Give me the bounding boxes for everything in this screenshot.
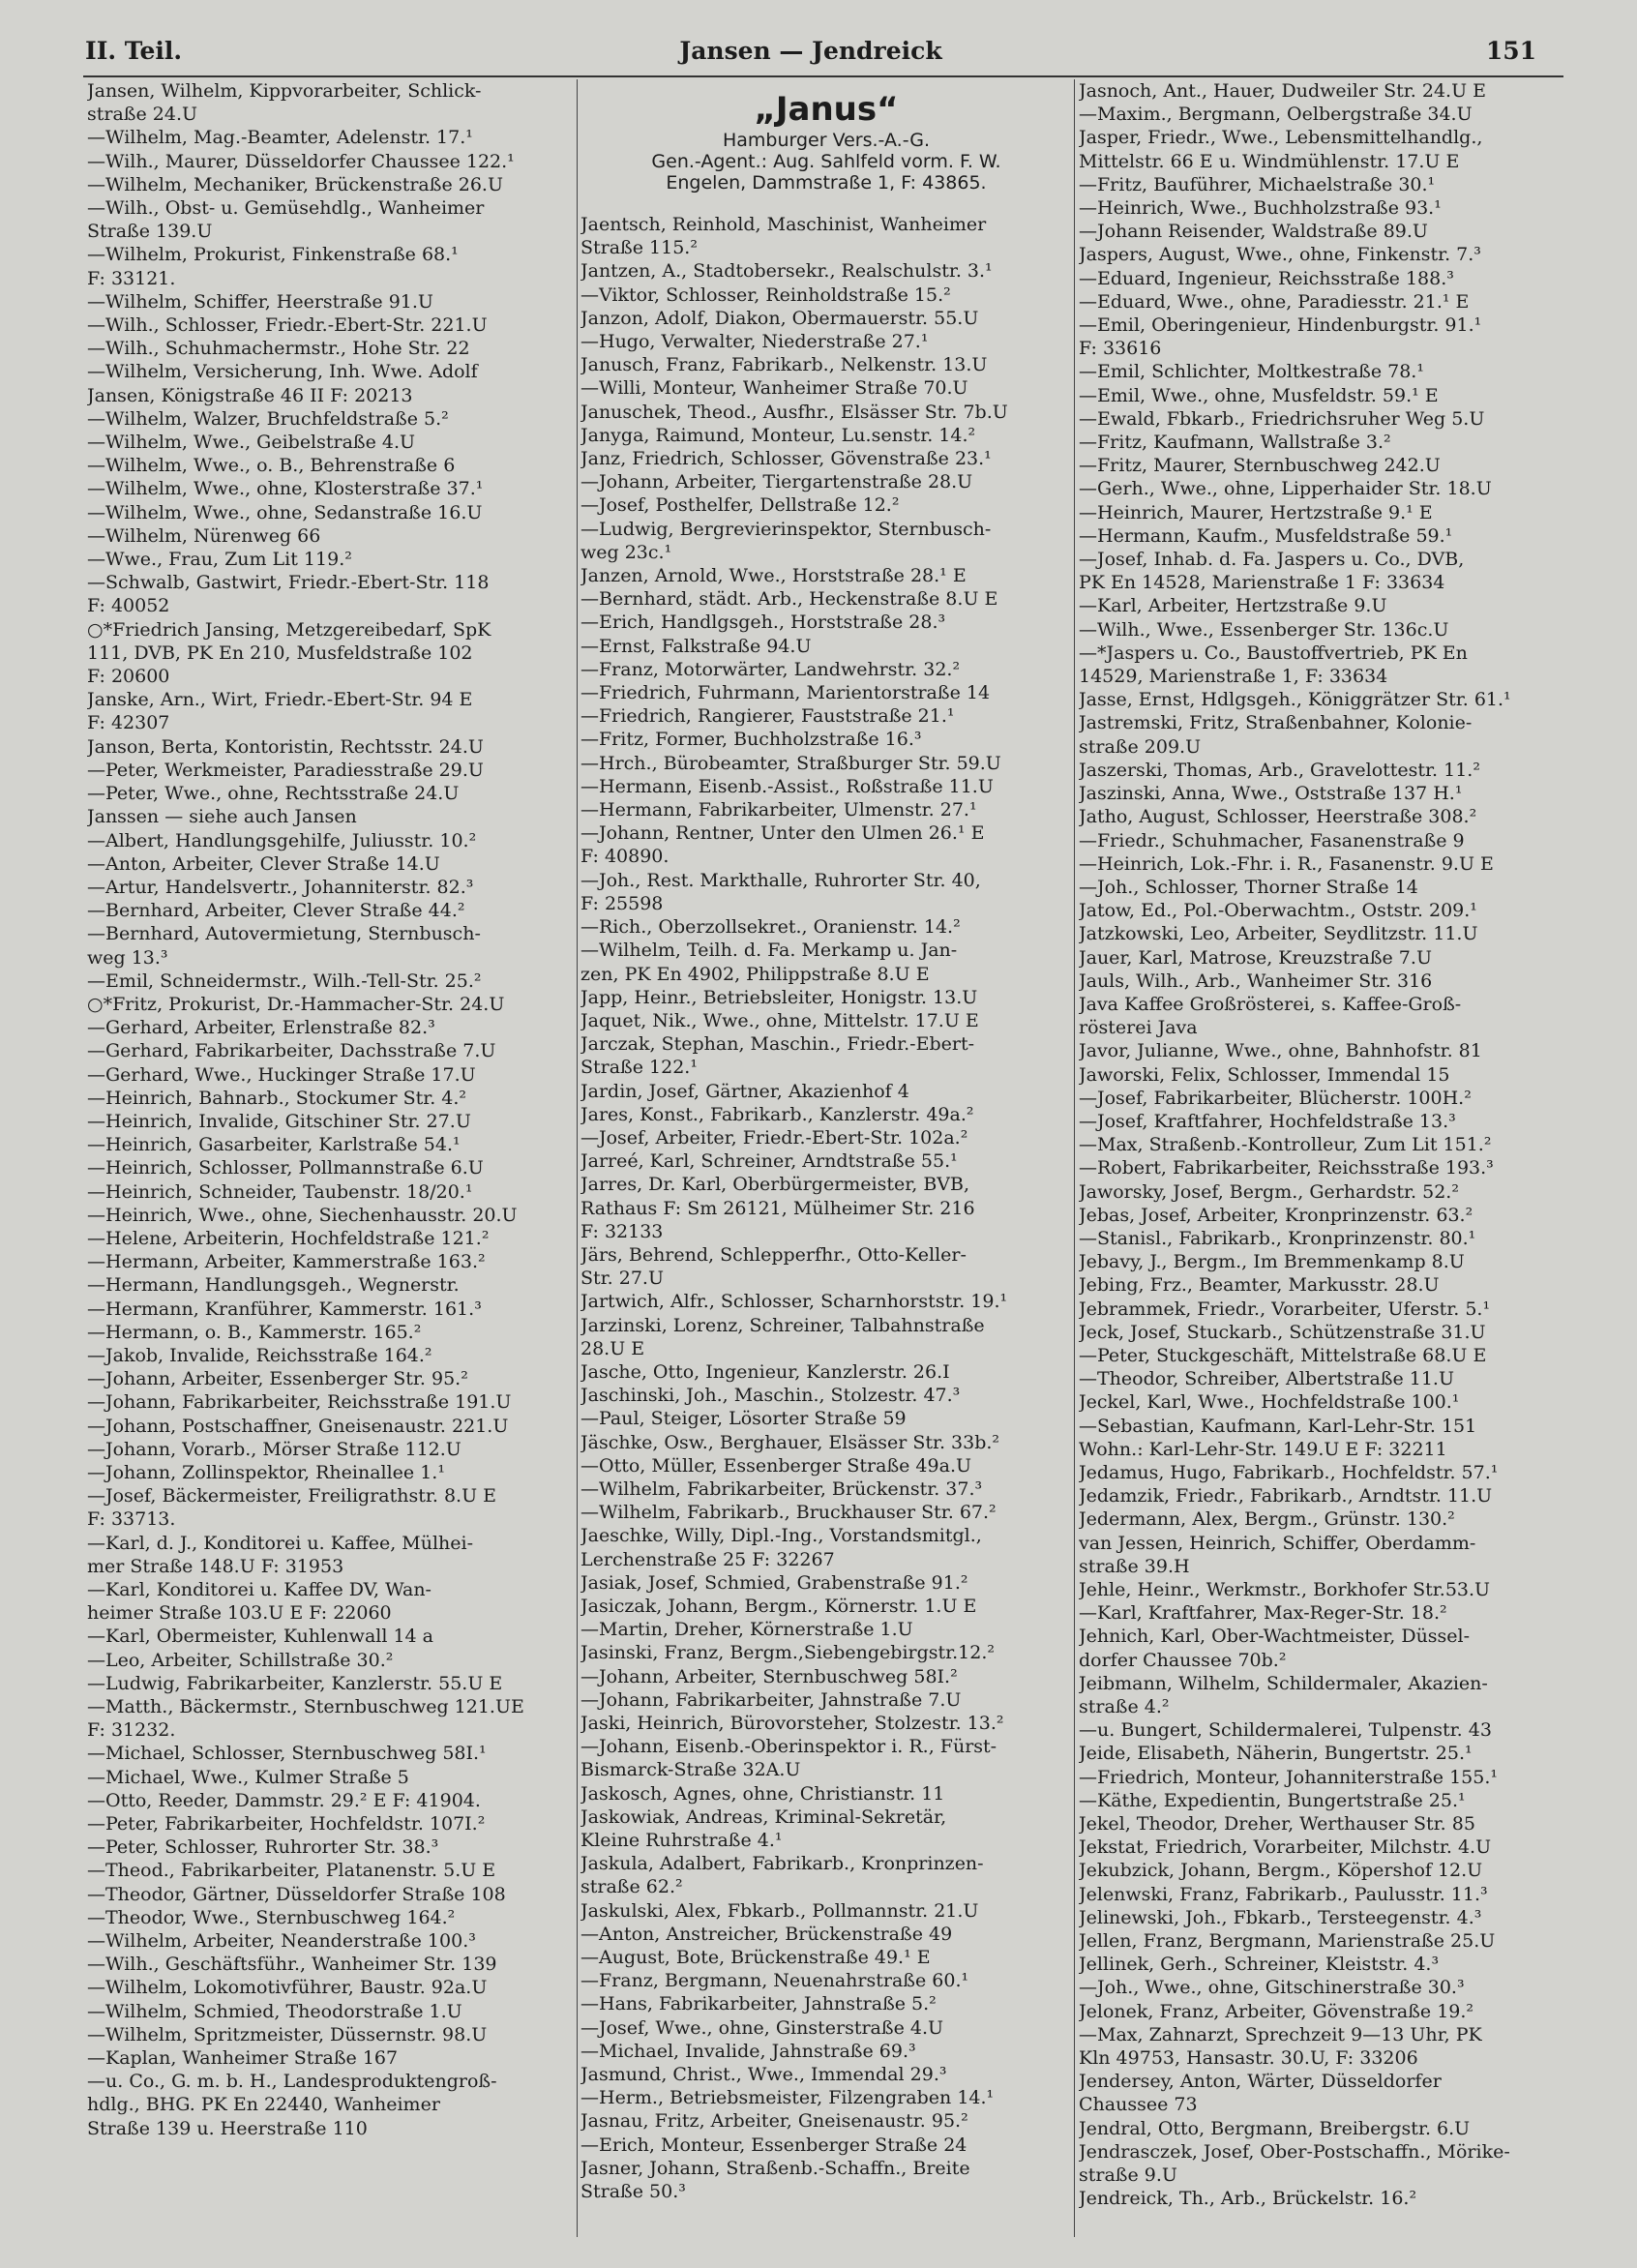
directory-entry-line: —Josef, Arbeiter, Friedr.-Ebert-Str. 102a.² [580, 1126, 968, 1149]
directory-entry-line: Jehle, Heinr., Werkmstr., Borkhofer Str.53.U [1079, 1579, 1491, 1600]
directory-entry-line: —Heinrich, Bahnarb., Stockumer Str. 4.² [87, 1087, 467, 1109]
directory-entry-line: —Josef, Inhab. d. Fa. Jaspers u. Co., DVB, [1079, 549, 1465, 571]
directory-entry-line: —Fritz, Kaufmann, Wallstraße 3.² [1079, 432, 1391, 454]
directory-entry-line: —Wilhelm, Fabrikarb., Bruckhauser Str. 67.² [580, 1502, 997, 1524]
directory-entry-line: F: 40052 [87, 595, 170, 617]
directory-entry-line: Jedamus, Hugo, Fabrikarb., Hochfeldstr. 57.¹ [1079, 1461, 1499, 1483]
directory-entry-line: —Wilhelm, Wwe., o. B., Behrenstraße 6 [87, 455, 456, 477]
directory-entry-line: —Albert, Handlungsgehilfe, Juliusstr. 10.² [87, 829, 477, 851]
directory-entry-line: —Bernhard, Autovermietung, Sternbusch- [87, 923, 481, 945]
directory-entry-line: Jaszinski, Anna, Wwe., Oststraße 137 H.¹ [1079, 783, 1463, 805]
directory-entry-line: Jares, Konst., Fabrikarb., Kanzlerstr. 49a.² [580, 1103, 974, 1125]
directory-entry-line: —Josef, Posthelfer, Dellstraße 12.² [580, 494, 900, 517]
directory-entry-line: —Ernst, Falkstraße 94.U [580, 635, 812, 657]
directory-entry-line: Jatzkowski, Leo, Arbeiter, Seydlitzstr. 11.U [1079, 923, 1478, 945]
page-header [85, 37, 1536, 75]
directory-entry-line: Jasnoch, Ant., Hauer, Dudweiler Str. 24.U E [1079, 80, 1487, 102]
directory-entry-line: —Peter, Fabrikarbeiter, Hochfeldstr. 107I.² [87, 1813, 486, 1835]
directory-entry-line: —Wilhelm, Spritzmeister, Düssernstr. 98.U [87, 2023, 488, 2045]
directory-entry-line: —Wilhelm, Wwe., ohne, Sedanstraße 16.U [87, 501, 483, 523]
directory-entry-line: —Wilhelm, Nürenweg 66 [87, 524, 321, 547]
column-divider [1074, 79, 1075, 2237]
directory-entry-line: —Theod., Fabrikarbeiter, Platanenstr. 5.U E [87, 1860, 496, 1882]
janus-advertisement [580, 89, 1072, 194]
directory-entry-line: Jellen, Franz, Bergmann, Marienstraße 25.U [1079, 1930, 1496, 1953]
directory-entry-line: Straße 139 u. Heerstraße 110 [87, 2117, 368, 2139]
directory-entry-line: —Friedrich, Fuhrmann, Marientorstraße 14 [580, 682, 991, 704]
directory-entry-line: Str. 27.U [580, 1268, 664, 1290]
directory-entry-line: —Jakob, Invalide, Reichsstraße 164.² [87, 1344, 432, 1366]
directory-entry-line: Jarres, Dr. Karl, Oberbürgermeister, BVB, [580, 1174, 970, 1196]
directory-entry-line: —Hans, Fabrikarbeiter, Jahnstraße 5.² [580, 1993, 937, 2015]
directory-entry-line: —Karl, Kraftfahrer, Max-Reger-Str. 18.² [1079, 1602, 1447, 1625]
directory-entry-line: Jasiak, Josef, Schmied, Grabenstraße 91.² [580, 1571, 968, 1594]
directory-entry-line: F: 33713. [87, 1508, 176, 1531]
directory-entry-line: —Herm., Betriebsmeister, Filzengraben 14.¹ [580, 2087, 995, 2109]
directory-entry-line: weg 13.³ [87, 946, 168, 969]
directory-entry-line: —Johann, Vorarb., Mörser Straße 112.U [87, 1438, 461, 1460]
directory-entry-line: F: 42307 [87, 712, 170, 734]
directory-entry-line: Jebas, Josef, Arbeiter, Kronprinzenstr. 63.² [1079, 1204, 1473, 1226]
directory-entry-line: —Matth., Bäckermstr., Sternbuschweg 121.UE [87, 1696, 524, 1718]
directory-entry-line: Jelinewski, Joh., Fbkarb., Tersteegenstr. 4.³ [1079, 1906, 1482, 1928]
directory-entry-line: Janzen, Arnold, Wwe., Horststraße 28.¹ E [580, 565, 967, 587]
directory-entry-line: straße 62.² [580, 1876, 683, 1898]
directory-entry-line: Kln 49753, Hansastr. 30.U, F: 33206 [1079, 2047, 1418, 2070]
directory-entry-line: —Heinrich, Invalide, Gitschiner Str. 27.U [87, 1110, 471, 1132]
directory-entry-line: —Bernhard, Arbeiter, Clever Straße 44.² [87, 900, 465, 922]
directory-entry-line: —Johann, Fabrikarbeiter, Reichsstraße 191.U [87, 1391, 512, 1414]
directory-entry-line: Jedermann, Alex, Bergm., Grünstr. 130.² [1079, 1508, 1455, 1531]
directory-entry-line: —Sebastian, Kaufmann, Karl-Lehr-Str. 151 [1079, 1415, 1477, 1437]
directory-entry-line: —Kaplan, Wanheimer Straße 167 [87, 2047, 399, 2070]
directory-entry-line: Jaski, Heinrich, Bürovorsteher, Stolzestr. 13.² [580, 1713, 1004, 1734]
directory-entry-line: —Friedrich, Rangierer, Fauststraße 21.¹ [580, 705, 955, 728]
directory-entry-line: Jaworski, Felix, Schlosser, Immendal 15 [1079, 1063, 1450, 1086]
directory-entry-line: —Michael, Wwe., Kulmer Straße 5 [87, 1766, 409, 1788]
directory-entry-line: Jasiczak, Johann, Bergm., Körnerstr. 1.U E [580, 1595, 977, 1617]
ad-title: „Janus“ [754, 90, 899, 129]
directory-entry-line: —Joh., Wwe., ohne, Gitschinerstraße 30.³ [1079, 1977, 1465, 1999]
directory-entry-line: Jendersey, Anton, Wärter, Düsseldorfer [1079, 2071, 1442, 2093]
directory-entry-line: —*Jaspers u. Co., Baustoffvertrieb, PK En [1079, 642, 1468, 664]
directory-entry-line: ○*Fritz, Prokurist, Dr.-Hammacher-Str. 24.U [87, 993, 505, 1015]
directory-entry-line: —Friedr., Schuhmacher, Fasanenstraße 9 [1079, 829, 1465, 851]
directory-entry-line: —Emil, Wwe., ohne, Musfeldstr. 59.¹ E [1079, 384, 1439, 406]
directory-entry-line: Straße 139.U [87, 221, 213, 243]
directory-entry-line: Järs, Behrend, Schlepperfhr., Otto-Keller- [580, 1243, 967, 1266]
directory-entry-line: Jantzen, A., Stadtobersekr., Realschulstr. 3.¹ [580, 260, 993, 283]
header-rule [83, 75, 1563, 77]
directory-column-1 [87, 79, 579, 2247]
directory-entry-line: Jekubzick, Johann, Bergm., Köpershof 12.U [1079, 1860, 1483, 1882]
directory-entry-line: —Wilhelm, Schiffer, Heerstraße 91.U [87, 290, 433, 313]
directory-entry-line: —Karl, Konditorei u. Kaffee DV, Wan- [87, 1579, 432, 1600]
directory-entry-line: —Gerhard, Fabrikarbeiter, Dachsstraße 7.U [87, 1040, 496, 1062]
directory-entry-line: Jastremski, Fritz, Straßenbahner, Kolonie- [1079, 712, 1473, 734]
directory-entry-line: F: 31232. [87, 1719, 176, 1742]
directory-entry-line: —Wilh., Wwe., Essenberger Str. 136c.U [1079, 618, 1449, 641]
directory-entry-line: Janssen — siehe auch Jansen [87, 806, 357, 828]
directory-entry-line: PK En 14528, Marienstraße 1 F: 33634 [1079, 572, 1445, 594]
directory-entry-line: —Hugo, Verwalter, Niederstraße 27.¹ [580, 331, 929, 353]
directory-entry-line: Jaquet, Nik., Wwe., ohne, Mittelstr. 17.U E [580, 1009, 979, 1031]
directory-entry-line: —Ludwig, Bergrevierinspektor, Sternbusch- [580, 518, 992, 540]
directory-entry-line: —Wilh., Schlosser, Friedr.-Ebert-Str. 221.U [87, 314, 488, 337]
directory-entry-line: Jaworsky, Josef, Bergm., Gerhardstr. 52.² [1079, 1180, 1459, 1203]
directory-entry-line: —Fritz, Bauführer, Michaelstraße 30.¹ [1079, 173, 1436, 195]
directory-entry-line: —u. Bungert, Schildermalerei, Tulpenstr. 43 [1079, 1719, 1492, 1742]
directory-entry-line: —Joh., Schlosser, Thorner Straße 14 [1079, 876, 1418, 898]
directory-entry-line: Janz, Friedrich, Schlosser, Gövenstraße 23.¹ [580, 448, 992, 470]
directory-entry-line: straße 39.H [1079, 1555, 1190, 1577]
directory-entry-line: —Ludwig, Fabrikarbeiter, Kanzlerstr. 55.U E [87, 1672, 503, 1694]
directory-entry-line: Jaszerski, Thomas, Arb., Gravelottestr. 11.² [1079, 759, 1480, 781]
directory-entry-line: Jendrasczek, Josef, Ober-Postschaffn., Mörike- [1079, 2140, 1510, 2163]
ad-line: Engelen, Dammstraße 1, F: 43865. [666, 172, 987, 194]
directory-entry-line: Jasinski, Franz, Bergm.,Siebengebirgstr.12.² [580, 1642, 996, 1664]
directory-entry-line: —Wilhelm, Fabrikarbeiter, Brückenstr. 37.³ [580, 1477, 983, 1500]
directory-entry-line: Jäschke, Osw., Berghauer, Elsässer Str. 33b.² [580, 1431, 1000, 1453]
directory-entry-line: —Heinrich, Maurer, Hertzstraße 9.¹ E [1079, 501, 1433, 523]
directory-entry-line: —Paul, Steiger, Lösorter Straße 59 [580, 1408, 907, 1430]
directory-entry-line: Jaskosch, Agnes, ohne, Christianstr. 11 [580, 1782, 945, 1805]
directory-entry-line: —Ewald, Fbkarb., Friedrichsruher Weg 5.U [1079, 407, 1485, 430]
directory-column-2 [580, 79, 1072, 2247]
directory-entry-line: —Wilhelm, Mechaniker, Brückenstraße 26.U [87, 173, 503, 195]
directory-entry-line: Jarczak, Stephan, Maschin., Friedr.-Ebert- [580, 1033, 974, 1056]
directory-entry-line: —Erich, Monteur, Essenberger Straße 24 [580, 2134, 967, 2156]
directory-entry-line: —Hermann, Eisenb.-Assist., Roßstraße 11.U [580, 775, 994, 797]
directory-entry-line: —Theodor, Schreiber, Albertstraße 11.U [1079, 1368, 1454, 1390]
directory-entry-line: F: 40890. [580, 846, 670, 868]
directory-entry-line: —Wilhelm, Schmied, Theodorstraße 1.U [87, 2000, 462, 2022]
directory-entry-line: Bismarck-Straße 32A.U [580, 1759, 801, 1781]
directory-entry-line: Jauer, Karl, Matrose, Kreuzstraße 7.U [1079, 946, 1432, 969]
directory-entry-line: 111, DVB, PK En 210, Musfeldstraße 102 [87, 642, 473, 664]
directory-entry-line: —Anton, Anstreicher, Brückenstraße 49 [580, 1923, 953, 1945]
directory-entry-line: —Schwalb, Gastwirt, Friedr.-Ebert-Str. 118 [87, 572, 490, 594]
directory-entry-line: Jarreé, Karl, Schreiner, Arndtstraße 55.¹ [580, 1150, 958, 1173]
directory-entry-line: —Karl, Arbeiter, Hertzstraße 9.U [1079, 595, 1387, 617]
directory-entry-line: —Leo, Arbeiter, Schillstraße 30.² [87, 1649, 394, 1671]
directory-entry-line: —Heinrich, Wwe., ohne, Siechenhausstr. 20.U [87, 1204, 518, 1226]
directory-entry-line: —Otto, Müller, Essenberger Straße 49a.U [580, 1454, 971, 1477]
directory-entry-line: —Wilhelm, Arbeiter, Neanderstraße 100.³ [87, 1930, 476, 1953]
directory-entry-line: F: 25598 [580, 892, 664, 914]
directory-entry-line: —Erich, Handlgsgeh., Horststraße 28.³ [580, 612, 946, 634]
directory-entry-line: Jaskulski, Alex, Fbkarb., Pollmannstr. 21.U [580, 1899, 979, 1922]
directory-entry-line: —Johann Reisender, Waldstraße 89.U [1079, 221, 1428, 243]
directory-entry-line: —Stanisl., Fabrikarb., Kronprinzenstr. 80.¹ [1079, 1227, 1476, 1249]
directory-entry-line: —Hermann, Fabrikarbeiter, Ulmenstr. 27.¹ [580, 799, 977, 821]
directory-entry-line: Jelonek, Franz, Arbeiter, Gövenstraße 19.² [1079, 2000, 1474, 2022]
directory-entry-line: —Bernhard, städt. Arb., Heckenstraße 8.U E [580, 588, 998, 611]
directory-entry-line: van Jessen, Heinrich, Schiffer, Oberdamm- [1079, 1532, 1476, 1554]
directory-entry-line: ○*Friedrich Jansing, Metzgereibedarf, SpK [87, 618, 491, 641]
directory-entry-line: —Karl, Obermeister, Kuhlenwall 14 a [87, 1626, 434, 1648]
directory-entry-line: straße 4.² [1079, 1696, 1170, 1718]
directory-entry-line: Janzon, Adolf, Diakon, Obermauerstr. 55.U [580, 307, 979, 329]
directory-entry-line: Jasper, Friedr., Wwe., Lebensmittelhandlg., [1079, 127, 1483, 149]
directory-entry-line: —Willi, Monteur, Wanheimer Straße 70.U [580, 377, 968, 400]
directory-entry-line: Jebavy, J., Bergm., Im Bremmenkamp 8.U [1079, 1251, 1465, 1273]
directory-entry-line: —Johann, Arbeiter, Tiergartenstraße 28.U [580, 471, 973, 493]
directory-entry-line: —Emil, Oberingenieur, Hindenburgstr. 91.¹ [1079, 314, 1482, 337]
directory-entry-line: —Josef, Bäckermeister, Freiligrathstr. 8.U E [87, 1485, 496, 1507]
directory-entry-line: Jendreick, Th., Arb., Brückelstr. 16.² [1079, 2188, 1417, 2210]
directory-entry-line: Jeck, Josef, Stuckarb., Schützenstraße 31.U [1079, 1321, 1486, 1343]
directory-entry-line: —Wilh., Schuhmachermstr., Hohe Str. 22 [87, 338, 470, 360]
directory-entry-line: F: 32133 [580, 1220, 664, 1242]
directory-entry-line: —Karl, d. J., Konditorei u. Kaffee, Mülhei- [87, 1532, 474, 1554]
directory-entry-line: —Johann, Zollinspektor, Rheinallee 1.¹ [87, 1461, 445, 1483]
directory-entry-line: hdlg., BHG. PK En 22440, Wanheimer [87, 2094, 440, 2116]
directory-entry-line: —Fritz, Former, Buchholzstraße 16.³ [580, 729, 922, 751]
directory-entry-line: —Eduard, Ingenieur, Reichsstraße 188.³ [1079, 267, 1454, 289]
directory-entry-line: —Theodor, Wwe., Sternbuschweg 164.² [87, 1906, 456, 1928]
directory-entry-line: Japp, Heinr., Betriebsleiter, Honigstr. 13.U [580, 986, 978, 1008]
directory-entry-line: Jebrammek, Friedr., Vorarbeiter, Uferstr. 5.¹ [1079, 1298, 1491, 1320]
directory-entry-line: F: 33616 [1079, 338, 1162, 360]
directory-entry-line: 28.U E [580, 1337, 645, 1359]
directory-entry-line: straße 9.U [1079, 2164, 1177, 2187]
directory-entry-line: 14529, Marienstraße 1, F: 33634 [1079, 666, 1388, 688]
page-range-title: Jansen — Jendreick [679, 37, 942, 65]
directory-entry-line: Jekstat, Friedrich, Vorarbeiter, Milchstr. 4.U [1079, 1836, 1492, 1859]
directory-entry-line: Jellinek, Gerh., Schreiner, Kleiststr. 4.³ [1079, 1954, 1440, 1976]
section-label: II. Teil. [85, 37, 183, 65]
directory-column-3 [1079, 79, 1570, 2247]
directory-entry-line: —Johann, Eisenb.-Oberinspektor i. R., Fürst- [580, 1736, 997, 1758]
directory-entry-line: —Max, Zahnarzt, Sprechzeit 9—13 Uhr, PK [1079, 2023, 1482, 2045]
directory-entry-line: Jendral, Otto, Bergmann, Breibergstr. 6.U [1079, 2117, 1471, 2139]
directory-entry-line: —Wwe., Frau, Zum Lit 119.² [87, 549, 352, 571]
directory-entry-line: Jansen, Wilhelm, Kippvorarbeiter, Schlick- [87, 80, 482, 102]
directory-entry-line: Chaussee 73 [1079, 2094, 1198, 2116]
directory-entry-line: Jasnau, Fritz, Arbeiter, Gneisenaustr. 95.² [580, 2110, 968, 2133]
directory-entry-line: Jedamzik, Friedr., Fabrikarb., Arndtstr. 11.U [1079, 1485, 1493, 1507]
directory-entry-line: Jardin, Josef, Gärtner, Akazienhof 4 [580, 1080, 909, 1102]
directory-entry-line: mer Straße 148.U F: 31953 [87, 1555, 344, 1577]
directory-entry-line: —August, Bote, Brückenstraße 49.¹ E [580, 1947, 931, 1969]
directory-entry-line: zen, PK En 4902, Philippstraße 8.U E [580, 963, 930, 985]
directory-entry-line: —Wilh., Obst- u. Gemüsehdlg., Wanheimer [87, 197, 485, 220]
directory-entry-line: —u. Co., G. m. b. H., Landesproduktengroß- [87, 2071, 497, 2093]
directory-entry-line: —Franz, Motorwärter, Landwehrstr. 32.² [580, 658, 961, 680]
directory-entry-line: —Emil, Schneidermstr., Wilh.-Tell-Str. 25.² [87, 970, 482, 992]
directory-entry-line: —Viktor, Schlosser, Reinholdstraße 15.² [580, 284, 951, 306]
directory-entry-line: Jasmund, Christ., Wwe., Immendal 29.³ [580, 2064, 947, 2086]
directory-entry-line: straße 24.U [87, 104, 197, 126]
directory-entry-line: Jebing, Frz., Beamter, Markusstr. 28.U [1079, 1274, 1440, 1297]
ad-line: Gen.-Agent.: Aug. Sahlfeld vorm. F. W. [651, 151, 1001, 172]
directory-entry-line: —Eduard, Wwe., ohne, Paradiesstr. 21.¹ E [1079, 290, 1470, 313]
directory-entry-line: Janson, Berta, Kontoristin, Rechtsstr. 24.U [87, 735, 484, 758]
directory-entry-line: Janyga, Raimund, Monteur, Lu.senstr. 14.² [580, 424, 976, 446]
directory-entry-line: —Gerhard, Wwe., Huckinger Straße 17.U [87, 1063, 476, 1086]
directory-entry-line: —Martin, Dreher, Körnerstraße 1.U [580, 1619, 913, 1641]
page-number: 151 [1485, 37, 1536, 65]
directory-entry-line: dorfer Chaussee 70b.² [1079, 1649, 1287, 1671]
directory-entry-line: —Max, Straßenb.-Kontrolleur, Zum Lit 151.² [1079, 1134, 1492, 1156]
directory-entry-line: —Hermann, Kaufm., Musfeldstraße 59.¹ [1079, 524, 1453, 547]
directory-entry-line: Jekel, Theodor, Dreher, Werthauser Str. 85 [1079, 1813, 1475, 1835]
directory-entry-line: Jaskula, Adalbert, Fabrikarb., Kronprinzen- [580, 1853, 984, 1875]
directory-entry-line: Jauls, Wilh., Arb., Wanheimer Str. 316 [1079, 970, 1433, 992]
directory-entry-line: Javor, Julianne, Wwe., ohne, Bahnhofstr. 81 [1079, 1040, 1482, 1062]
directory-entry-line: —Wilhelm, Mag.-Beamter, Adelenstr. 17.¹ [87, 127, 473, 149]
directory-entry-line: —Johann, Rentner, Unter den Ulmen 26.¹ E [580, 822, 985, 845]
directory-entry-line: —Peter, Schlosser, Ruhrorter Str. 38.³ [87, 1836, 439, 1859]
directory-entry-line: rösterei Java [1079, 1017, 1198, 1039]
directory-entry-line: —Johann, Arbeiter, Essenberger Str. 95.² [87, 1368, 468, 1390]
directory-entry-line: Jartwich, Alfr., Schlosser, Scharnhorststr. 19.¹ [580, 1291, 1008, 1313]
directory-entry-line: Jatho, August, Schlosser, Heerstraße 308.² [1079, 806, 1477, 828]
directory-entry-line: Jatow, Ed., Pol.-Oberwachtm., Oststr. 209.¹ [1079, 900, 1477, 922]
directory-entry-line: weg 23c.¹ [580, 541, 672, 563]
directory-entry-line: —Hrch., Bürobeamter, Straßburger Str. 59.U [580, 752, 1001, 774]
directory-entry-line: —Michael, Schlosser, Sternbuschweg 58I.¹ [87, 1743, 487, 1765]
directory-entry-line: —Gerhard, Arbeiter, Erlenstraße 82.³ [87, 1017, 435, 1039]
directory-entry-line: —Hermann, Arbeiter, Kammerstraße 163.² [87, 1251, 486, 1273]
directory-entry-line: —Heinrich, Wwe., Buchholzstraße 93.¹ [1079, 197, 1442, 220]
directory-entry-line: —Artur, Handelsvertr., Johanniterstr. 82.³ [87, 876, 474, 898]
directory-entry-line: —Fritz, Maurer, Sternbuschweg 242.U [1079, 455, 1441, 477]
directory-entry-line: —Wilh., Maurer, Düsseldorfer Chaussee 122.¹ [87, 150, 515, 172]
directory-entry-line: —Wilhelm, Wwe., ohne, Klosterstraße 37.¹ [87, 478, 484, 500]
directory-entry-line: Straße 122.¹ [580, 1057, 698, 1079]
directory-entry-line: F: 20600 [87, 666, 170, 688]
directory-entry-line: Kleine Ruhrstraße 4.¹ [580, 1830, 783, 1852]
directory-entry-line: —Peter, Stuckgeschäft, Mittelstraße 68.U E [1079, 1344, 1487, 1366]
directory-entry-line: —Rich., Oberzollsekret., Oranienstr. 14.² [580, 916, 961, 939]
directory-entry-line: —Heinrich, Schlosser, Pollmannstraße 6.U [87, 1157, 484, 1179]
directory-entry-line: F: 33121. [87, 267, 176, 289]
directory-entry-line: —Heinrich, Lok.-Fhr. i. R., Fasanenstr. 9.U E [1079, 852, 1494, 875]
directory-entry-line: Jelenwski, Franz, Fabrikarb., Paulusstr. 11.³ [1079, 1883, 1488, 1905]
directory-entry-line: —Johann, Fabrikarbeiter, Jahnstraße 7.U [580, 1688, 962, 1711]
directory-entry-line: Jeibmann, Wilhelm, Schildermaler, Akazien- [1079, 1672, 1488, 1694]
directory-entry-line: —Heinrich, Schneider, Taubenstr. 18/20.¹ [87, 1180, 473, 1203]
directory-entry-line: —Wilhelm, Versicherung, Inh. Wwe. Adolf [87, 361, 478, 383]
directory-entry-line: Straße 50.³ [580, 2181, 686, 2203]
directory-entry-line: Jaeschke, Willy, Dipl.-Ing., Vorstandsmitgl., [580, 1525, 982, 1547]
directory-entry-line: —Anton, Arbeiter, Clever Straße 14.U [87, 852, 440, 875]
directory-entry-line: —Maxim., Bergmann, Oelbergstraße 34.U [1079, 104, 1473, 126]
directory-entry-line: —Emil, Schlichter, Moltkestraße 78.¹ [1079, 361, 1424, 383]
directory-entry-line: —Wilhelm, Wwe., Geibelstraße 4.U [87, 432, 416, 454]
directory-entry-line: Jaentsch, Reinhold, Maschinist, Wanheimer [580, 214, 987, 235]
directory-entry-line: —Joh., Rest. Markthalle, Ruhrorter Str. 40, [580, 869, 981, 891]
directory-entry-line: straße 209.U [1079, 735, 1202, 758]
directory-entry-line: Lerchenstraße 25 F: 32267 [580, 1548, 835, 1570]
directory-entry-line: Jaschinski, Joh., Maschin., Stolzestr. 47.³ [580, 1385, 961, 1407]
directory-entry-line: —Otto, Reeder, Dammstr. 29.² E F: 41904. [87, 1789, 481, 1811]
directory-entry-line: —Friedrich, Monteur, Johanniterstraße 155.¹ [1079, 1766, 1499, 1788]
directory-entry-line: Jansen, Königstraße 46 II F: 20213 [87, 384, 413, 406]
ad-line: Hamburger Vers.-A.-G. [722, 130, 931, 151]
directory-entry-line: —Johann, Arbeiter, Sternbuschweg 58I.² [580, 1665, 958, 1687]
directory-entry-line: Januschek, Theod., Ausfhr., Elsässer Str. 7b.U [580, 401, 1008, 423]
directory-entry-line: Jasche, Otto, Ingenieur, Kanzlerstr. 26.I [580, 1360, 950, 1383]
directory-entry-line: Straße 115.² [580, 237, 698, 259]
directory-entry-line: —Robert, Fabrikarbeiter, Reichsstraße 193.³ [1079, 1157, 1494, 1179]
directory-entry-line: —Wilhelm, Walzer, Bruchfeldstraße 5.² [87, 407, 449, 430]
directory-entry-line: —Franz, Bergmann, Neuenahrstraße 60.¹ [580, 1970, 969, 1992]
directory-entry-line: —Theodor, Gärtner, Düsseldorfer Straße 108 [87, 1883, 506, 1905]
directory-entry-line: —Peter, Werkmeister, Paradiesstraße 29.U [87, 759, 484, 781]
directory-entry-line: Jaskowiak, Andreas, Kriminal-Sekretär, [580, 1805, 947, 1828]
directory-entry-line: Jeide, Elisabeth, Näherin, Bungertstr. 25.¹ [1079, 1743, 1473, 1765]
directory-entry-line: Jarzinski, Lorenz, Schreiner, Talbahnstraße [580, 1314, 985, 1336]
directory-entry-line: —Wilhelm, Prokurist, Finkenstraße 68.¹ [87, 244, 459, 266]
directory-entry-line: —Wilhelm, Teilh. d. Fa. Merkamp u. Jan- [580, 940, 958, 962]
directory-entry-line: —Helene, Arbeiterin, Hochfeldstraße 121.² [87, 1227, 490, 1249]
directory-entry-line: heimer Straße 103.U E F: 22060 [87, 1602, 392, 1625]
directory-entry-line: —Gerh., Wwe., ohne, Lipperhaider Str. 18.U [1079, 478, 1492, 500]
directory-entry-line: Rathaus F: Sm 26121, Mülheimer Str. 216 [580, 1197, 975, 1219]
directory-entry-line: Janusch, Franz, Fabrikarb., Nelkenstr. 13.U [580, 354, 988, 376]
directory-entry-line: —Michael, Invalide, Jahnstraße 69.³ [580, 2040, 916, 2062]
directory-entry-line: —Käthe, Expedientin, Bungertstraße 25.¹ [1079, 1789, 1466, 1811]
directory-entry-line: —Hermann, Kranführer, Kammerstr. 161.³ [87, 1298, 482, 1320]
directory-entry-line: Mittelstr. 66 E u. Windmühlenstr. 17.U E [1079, 150, 1460, 172]
directory-entry-line: —Josef, Kraftfahrer, Hochfeldstraße 13.³ [1079, 1110, 1456, 1132]
directory-entry-line: —Josef, Wwe., ohne, Ginsterstraße 4.U [580, 2016, 943, 2039]
directory-entry-line: —Josef, Fabrikarbeiter, Blücherstr. 100H.² [1079, 1087, 1472, 1109]
directory-entry-line: Jehnich, Karl, Ober-Wachtmeister, Düssel- [1079, 1626, 1471, 1648]
directory-entry-line: Jeckel, Karl, Wwe., Hochfeldstraße 100.¹ [1079, 1391, 1460, 1414]
directory-entry-line: Jasse, Ernst, Hdlgsgeh., Königgrätzer Str. 61.¹ [1079, 689, 1511, 711]
directory-entry-line: —Hermann, o. B., Kammerstr. 165.² [87, 1321, 422, 1343]
directory-entry-line: Jaspers, August, Wwe., ohne, Finkenstr. 7.³ [1079, 244, 1481, 266]
directory-entry-line: —Wilh., Geschäftsführ., Wanheimer Str. 139 [87, 1954, 497, 1976]
directory-entry-line: —Hermann, Handlungsgeh., Wegnerstr. [87, 1274, 460, 1297]
directory-entry-line: —Heinrich, Gasarbeiter, Karlstraße 54.¹ [87, 1134, 461, 1156]
directory-entry-line: Jasner, Johann, Straßenb.-Schaffn., Breite [580, 2157, 970, 2179]
directory-entry-line: —Wilhelm, Lokomotivführer, Baustr. 92a.U [87, 1977, 488, 1999]
directory-entry-line: —Peter, Wwe., ohne, Rechtsstraße 24.U [87, 783, 460, 805]
directory-entry-line: Janske, Arn., Wirt, Friedr.-Ebert-Str. 94 E [87, 689, 473, 711]
directory-entry-line: Wohn.: Karl-Lehr-Str. 149.U E F: 32211 [1079, 1438, 1447, 1460]
directory-entry-line: —Johann, Postschaffner, Gneisenaustr. 221.U [87, 1415, 509, 1437]
directory-entry-line: Java Kaffee Großrösterei, s. Kaffee-Groß- [1079, 993, 1462, 1015]
